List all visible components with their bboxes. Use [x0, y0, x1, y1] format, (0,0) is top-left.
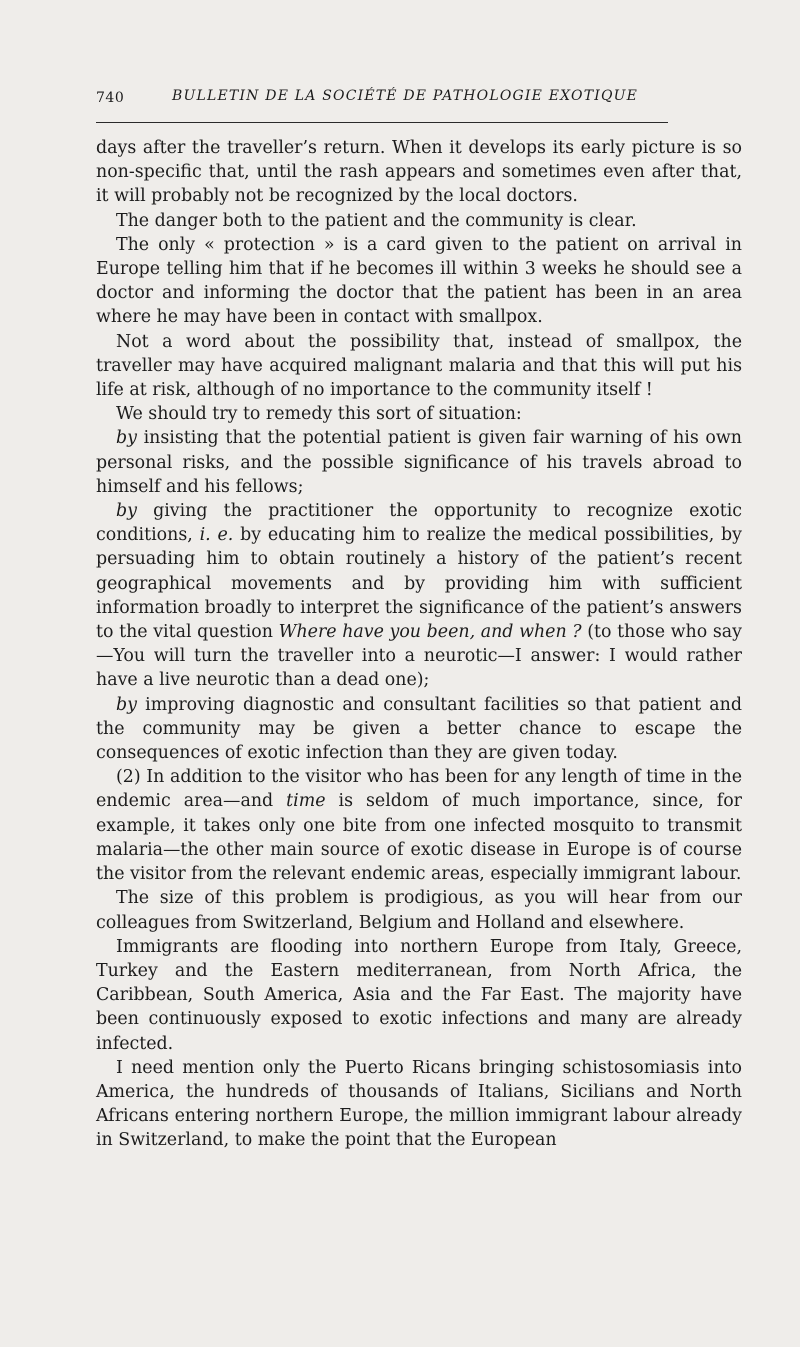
page-number: 740	[96, 90, 125, 106]
emphasis-ie: i. e.	[199, 525, 234, 546]
paragraph-text: (2) In addition to the visitor who has been for any length of time in the endemic area—and	[96, 767, 742, 812]
emphasis-by: by	[116, 501, 137, 522]
journal-title: BULLETIN DE LA SOCIÉTÉ DE PATHOLOGIE EXOTIQUE	[172, 88, 639, 104]
paragraph	[96, 693, 742, 766]
emphasis-by: by	[116, 694, 137, 715]
header-rule	[96, 122, 668, 123]
paragraph-text: by educating him to realize the medical possibilities, by persuading him to obtain routinely a history of the patient’s recent geographical movements and by providing him with sufficient information broadly to interpret the significance of the patient’s answers to the vital question	[96, 525, 742, 643]
paragraph-text: improving diagnostic and consultant facilities so that patient and the community may be given a better chance to escape the consequences of exotic infection than they are given today.	[96, 694, 742, 764]
emphasis-question: Where have you been, and when ?	[278, 622, 582, 643]
paragraph-text: insisting that the potential patient is given fair warning of his own personal risks, and the possible significance of his travels abroad to himself and his fellows;	[96, 428, 742, 497]
paragraph: We should try to remedy this sort of situation:	[116, 404, 522, 425]
paragraph: The size of this problem is prodigious, as you will hear from our colleagues from Switzerland, Belgium and Holland and elsewhere.	[96, 888, 742, 933]
article-body	[96, 136, 742, 1153]
paragraph: days after the traveller’s return. When it develops its early picture is so non-specific that, until the rash appears and sometimes even after that, it will probably not be recognized by the local doctors.	[96, 138, 742, 207]
paragraph: The danger both to the patient and the community is clear.	[116, 210, 637, 231]
paragraph: The only « protection » is a card given to the patient on arrival in Europe telling him that if he becomes ill within 3 weeks he should see a doctor and informing the doctor that the patient has been in an area where he may have been in contact with smallpox.	[96, 234, 742, 328]
paragraph-text: giving the practitioner the opportunity to recognize exotic conditions,	[96, 501, 742, 546]
emphasis-by: by	[116, 428, 137, 449]
paragraph: I need mention only the Puerto Ricans bringing schistosomiasis into America, the hundreds of thousands of Italians, Sicilians and North Africans entering northern Europe, the million immigrant labour already in Switzerland, to make the point that the European	[96, 1057, 742, 1151]
emphasis-time: time	[286, 791, 326, 812]
paragraph	[96, 765, 742, 886]
paragraph: Not a word about the possibility that, instead of smallpox, the traveller may have acquired malignant malaria and that this will put his life at risk, although of no importance to the community itself !	[96, 331, 742, 401]
running-header	[96, 90, 668, 116]
paragraph: Immigrants are flooding into northern Europe from Italy, Greece, Turkey and the Eastern mediterranean, from North Africa, the Caribbean, South America, Asia and the Far East. The majority have been continuously exposed to exotic infections and many are already infected.	[96, 936, 742, 1054]
paragraph	[96, 426, 742, 499]
paragraph	[96, 499, 742, 693]
paragraph-text: (to those who say—You will turn the traveller into a neurotic—I answer: I would rather have a live neurotic than a dead one);	[96, 622, 742, 691]
paragraph-text: is seldom of much importance, since, for example, it takes only one bite from one infected mosquito to transmit malaria—the other main source of exotic disease in Europe is of course the visitor from the relevant endemic areas, especially immigrant labour.	[96, 791, 742, 885]
